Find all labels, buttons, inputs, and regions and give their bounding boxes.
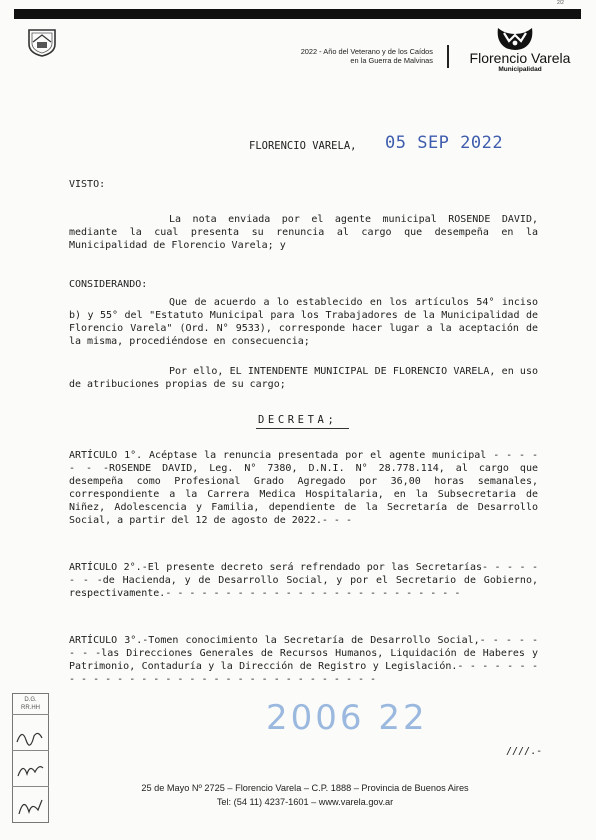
article-1: ARTÍCULO 1°. Acéptase la renuncia presentada por el agente municipal - - - - - - -ROSENDE DAVID, Leg. N° 7380, D.N.I. N° 28.778.114, al cargo que desempeña como Profesional Grado Agregado por 36,00 horas semanales, correspondiente a la Carrera Medica Hospitalaria, en la Subsecretaria de Niñez, Adolescencia y Familia, dependiente de la Secretaría de Desarrollo Social, a partir del 12 de agosto de 2022.- - - <box>69 450 538 526</box>
initials-signature-3 <box>14 792 46 818</box>
place-label: FLORENCIO VARELA, <box>249 140 357 152</box>
decree-number-stamp: 2006 22 <box>266 698 428 738</box>
side-stamp-line-2: RR.HH <box>21 705 40 711</box>
considerando-paragraph-1: Que de acuerdo a lo establecido en los artículos 54° inciso b) y 55° del "Estatuto Municipal para los Trabajadores de la Municipalidad de Florencio Varela" (Ord. N° 9533), corresponde hacer lugar a la aceptación de la misma, procediéndose en consecuencia; <box>69 297 538 347</box>
footer-contact: Tel: (54 11) 4237-1601 – www.varela.gov.ar <box>216 797 394 807</box>
commemoration-text <box>230 47 433 65</box>
considerando-paragraph-2: Por ello, EL INTENDENTE MUNICIPAL DE FLORENCIO VARELA, en uso de atribuciones propias de su cargo; <box>69 366 538 390</box>
visto-paragraph: La nota enviada por el agente municipal ROSENDE DAVID, mediante la cual presenta su renuncia al cargo que desempeña en la Municipalidad de Florencio Varela; y <box>69 214 538 251</box>
footer-address: 25 de Mayo Nº 2725 – Florencio Varela – C.P. 1888 – Provincia de Buenos Aires <box>141 783 469 793</box>
side-stamp-divider <box>12 714 49 715</box>
initials-signature-2 <box>14 756 46 782</box>
continuation-mark: ////.- <box>506 746 543 757</box>
logo-subtitle: Municipalidad <box>498 66 542 73</box>
decreta-underline <box>256 428 349 429</box>
decreta-heading: DECRETA; <box>258 414 338 426</box>
florencio-varela-logo-icon <box>494 24 536 52</box>
corner-number: 2/2 <box>557 0 564 6</box>
initials-signature-1 <box>14 724 46 750</box>
commemoration-line-2: en la Guerra de Malvinas <box>350 56 433 65</box>
side-stamp-divider-3 <box>12 786 49 787</box>
header-divider <box>447 45 449 68</box>
logo-name: Florencio Varela <box>469 50 571 66</box>
date-stamp: 05 SEP 2022 <box>385 133 504 153</box>
side-stamp-line-1: D.G. <box>24 697 37 703</box>
article-2: ARTÍCULO 2°.-El presente decreto será refrendado por las Secretarías- - - - - - - -de Hacienda, y de Desarrollo Social, y por el Secretario de Gobierno, respectivamente.- - - - - - - - - - - - - - - - - - - - - - - - - <box>69 562 538 599</box>
top-black-bar <box>14 9 581 19</box>
considerando-heading: CONSIDERANDO: <box>69 279 148 290</box>
commemoration-line-1: 2022 - Año del Veterano y de los Caídos <box>300 47 433 56</box>
article-3: ARTÍCULO 3°.-Tomen conocimiento la Secretaría de Desarrollo Social,- - - - - - - -las Direcciones Generales de Recursos Humanos, Liquidación de Haberes y Patrimonio, Contaduría y la Dirección de Registro y Legislación.- - - - - - - - - - - - - - - - - - - - - - - - - - - - - - - - - <box>69 635 538 685</box>
municipal-seal-icon <box>26 27 58 57</box>
side-stamp-divider-2 <box>12 750 49 751</box>
visto-heading: VISTO: <box>69 179 106 190</box>
